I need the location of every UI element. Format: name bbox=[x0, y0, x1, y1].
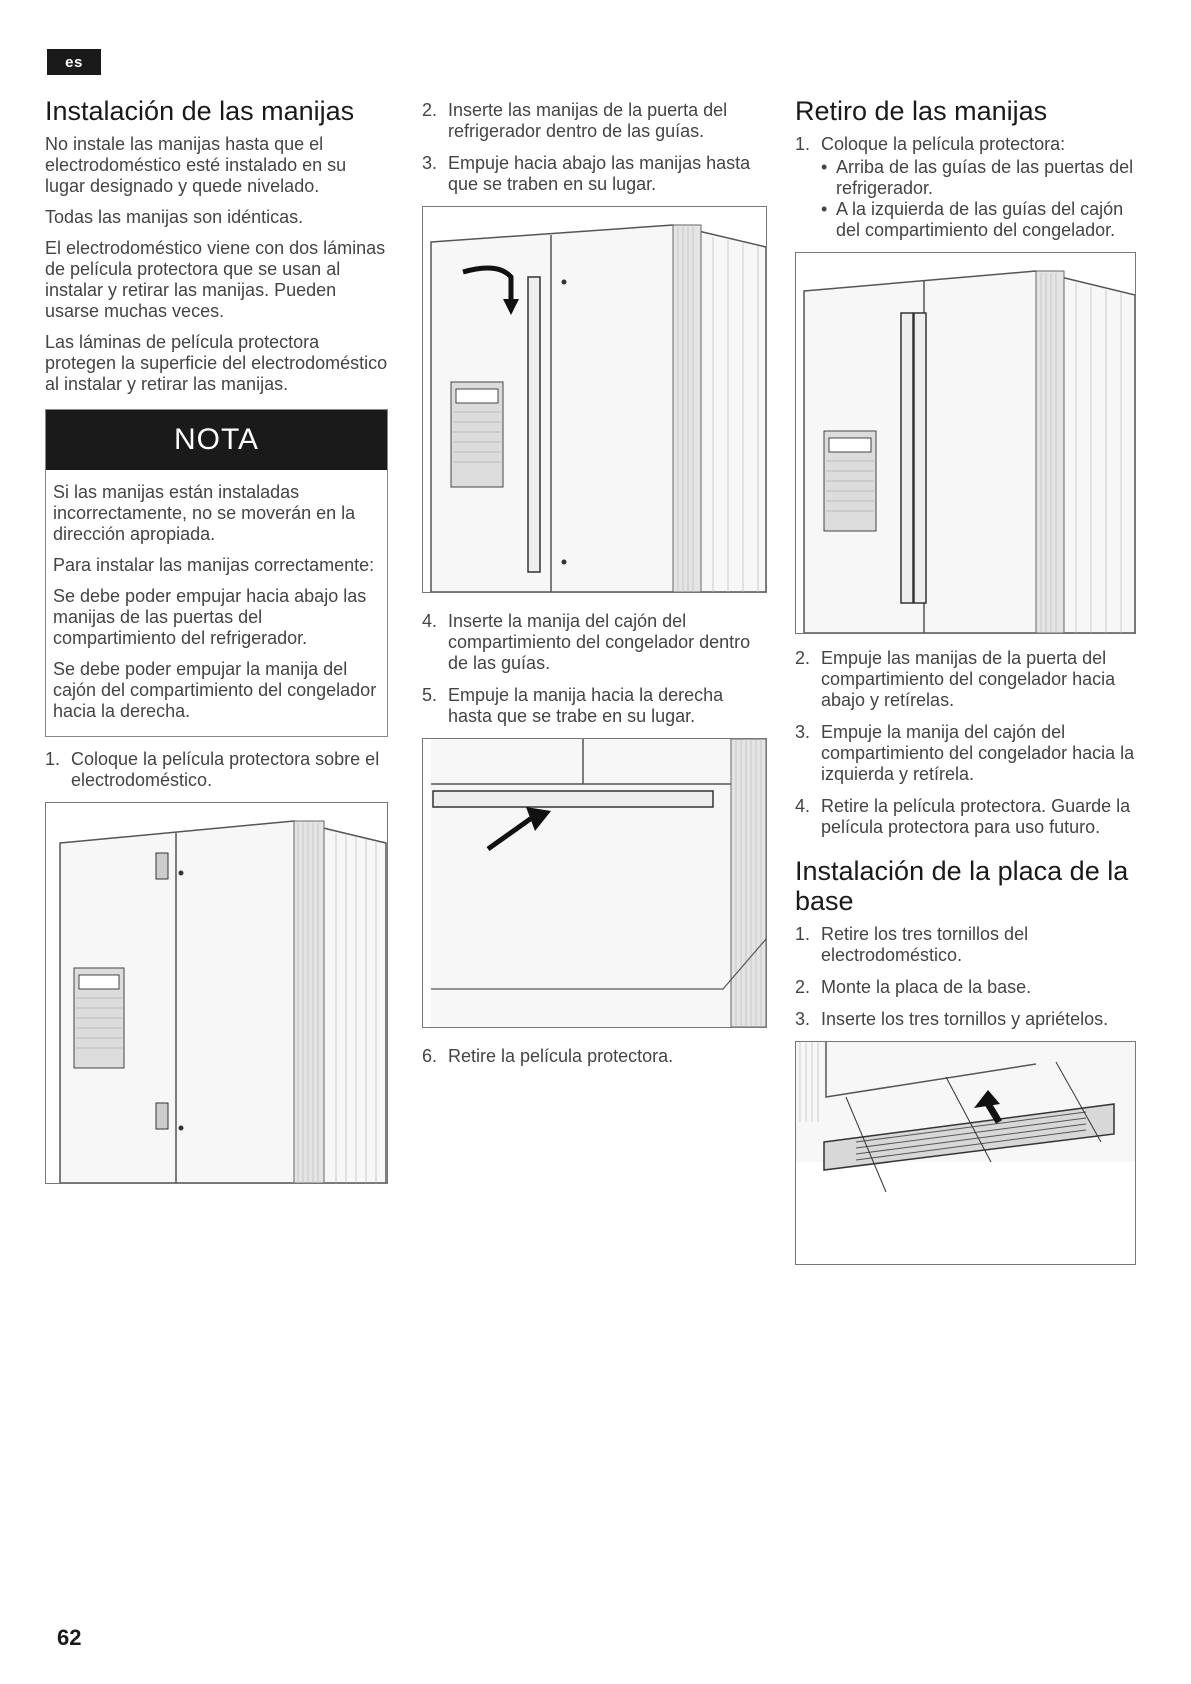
step-list bbox=[795, 648, 1145, 838]
note-heading: NOTA bbox=[46, 410, 387, 470]
step-list bbox=[422, 1046, 767, 1067]
step-list bbox=[795, 924, 1145, 1030]
step-list bbox=[422, 100, 767, 195]
list-item: 6. Retire la película protectora. bbox=[422, 1046, 674, 1066]
paragraph: Las láminas de película protectora protegen la superficie del electrodoméstico al instalar y retirar las manijas. bbox=[45, 332, 388, 394]
step-list bbox=[45, 749, 388, 791]
section-title-remove-handles: Retiro de las manijas bbox=[795, 96, 1048, 126]
note-paragraph: Se debe poder empujar hacia abajo las manijas de las puertas del compartimiento del refrigerador. bbox=[53, 586, 367, 648]
note-paragraph: Si las manijas están instaladas incorrectamente, no se moverán en la dirección apropiada. bbox=[53, 482, 356, 544]
note-paragraph: Para instalar las manijas correctamente: bbox=[53, 555, 375, 575]
list-item: 4. Retire la película protectora. Guarde la película protectora para uso futuro. bbox=[795, 796, 1131, 837]
list-item: 1. Coloque la película protectora: • Arriba de las guías de las puertas del refrigerador. • A la izquierda de las guías del cajón del compartimiento del congelador. bbox=[795, 134, 1145, 241]
paragraph: Todas las manijas son idénticas. bbox=[45, 207, 304, 227]
list-item: 2. Empuje las manijas de la puerta del compartimiento del congelador hacia abajo y retírelas. bbox=[795, 648, 1116, 710]
paragraph: El electrodoméstico viene con dos láminas de película protectora que se usan al instalar y retirar las manijas. Pueden usarse muchas veces. bbox=[45, 238, 386, 321]
list-item: 5. Empuje la manija hacia la derecha hasta que se trabe en su lugar. bbox=[422, 685, 724, 726]
bullet-item: • A la izquierda de las guías del cajón del compartimiento del congelador. bbox=[821, 199, 1145, 241]
language-tab: es bbox=[47, 49, 101, 75]
list-item: 1. Coloque la película protectora sobre el electrodoméstico. bbox=[45, 749, 380, 790]
list-item: 3. Empuje hacia abajo las manijas hasta que se traben en su lugar. bbox=[422, 153, 751, 194]
note-body bbox=[46, 470, 387, 736]
list-item: 2. Inserte las manijas de la puerta del refrigerador dentro de las guías. bbox=[422, 100, 728, 141]
step-list bbox=[795, 134, 1145, 241]
figure-remove-handles bbox=[795, 252, 1136, 634]
paragraph: No instale las manijas hasta que el electrodoméstico esté instalado en su lugar designado y quede nivelado. bbox=[45, 134, 347, 196]
list-item: 1. Retire los tres tornillos del electrodoméstico. bbox=[795, 924, 1029, 965]
figure-base-plate bbox=[795, 1041, 1136, 1265]
list-item: 3. Empuje la manija del cajón del compartimiento del congelador hacia la izquierda y retírela. bbox=[795, 722, 1135, 784]
figure-insert-drawer-handle bbox=[422, 738, 767, 1028]
column-install-steps bbox=[422, 100, 767, 1078]
page-number: 62 bbox=[57, 1625, 82, 1650]
note-paragraph: Se debe poder empujar la manija del cajón del compartimiento del congelador hacia la derecha. bbox=[53, 659, 377, 721]
list-item: 2. Monte la placa de la base. bbox=[795, 977, 1032, 997]
list-item: 3. Inserte los tres tornillos y apriételos. bbox=[795, 1009, 1109, 1029]
bullet-item: • Arriba de las guías de las puertas del refrigerador. bbox=[821, 157, 1145, 199]
figure-protective-film-on-fridge bbox=[45, 802, 388, 1184]
step-list bbox=[422, 611, 767, 727]
bullet-list bbox=[821, 157, 1145, 241]
note-box bbox=[45, 409, 388, 737]
list-item: 4. Inserte la manija del cajón del compartimiento del congelador dentro de las guías. bbox=[422, 611, 751, 673]
column-install-handles bbox=[45, 96, 388, 1184]
figure-insert-door-handles bbox=[422, 206, 767, 593]
section-title-install-handles: Instalación de las manijas bbox=[45, 96, 355, 126]
section-title-base-plate: Instalación de la placa de la base bbox=[795, 856, 1129, 916]
column-remove-handles bbox=[795, 96, 1145, 1265]
